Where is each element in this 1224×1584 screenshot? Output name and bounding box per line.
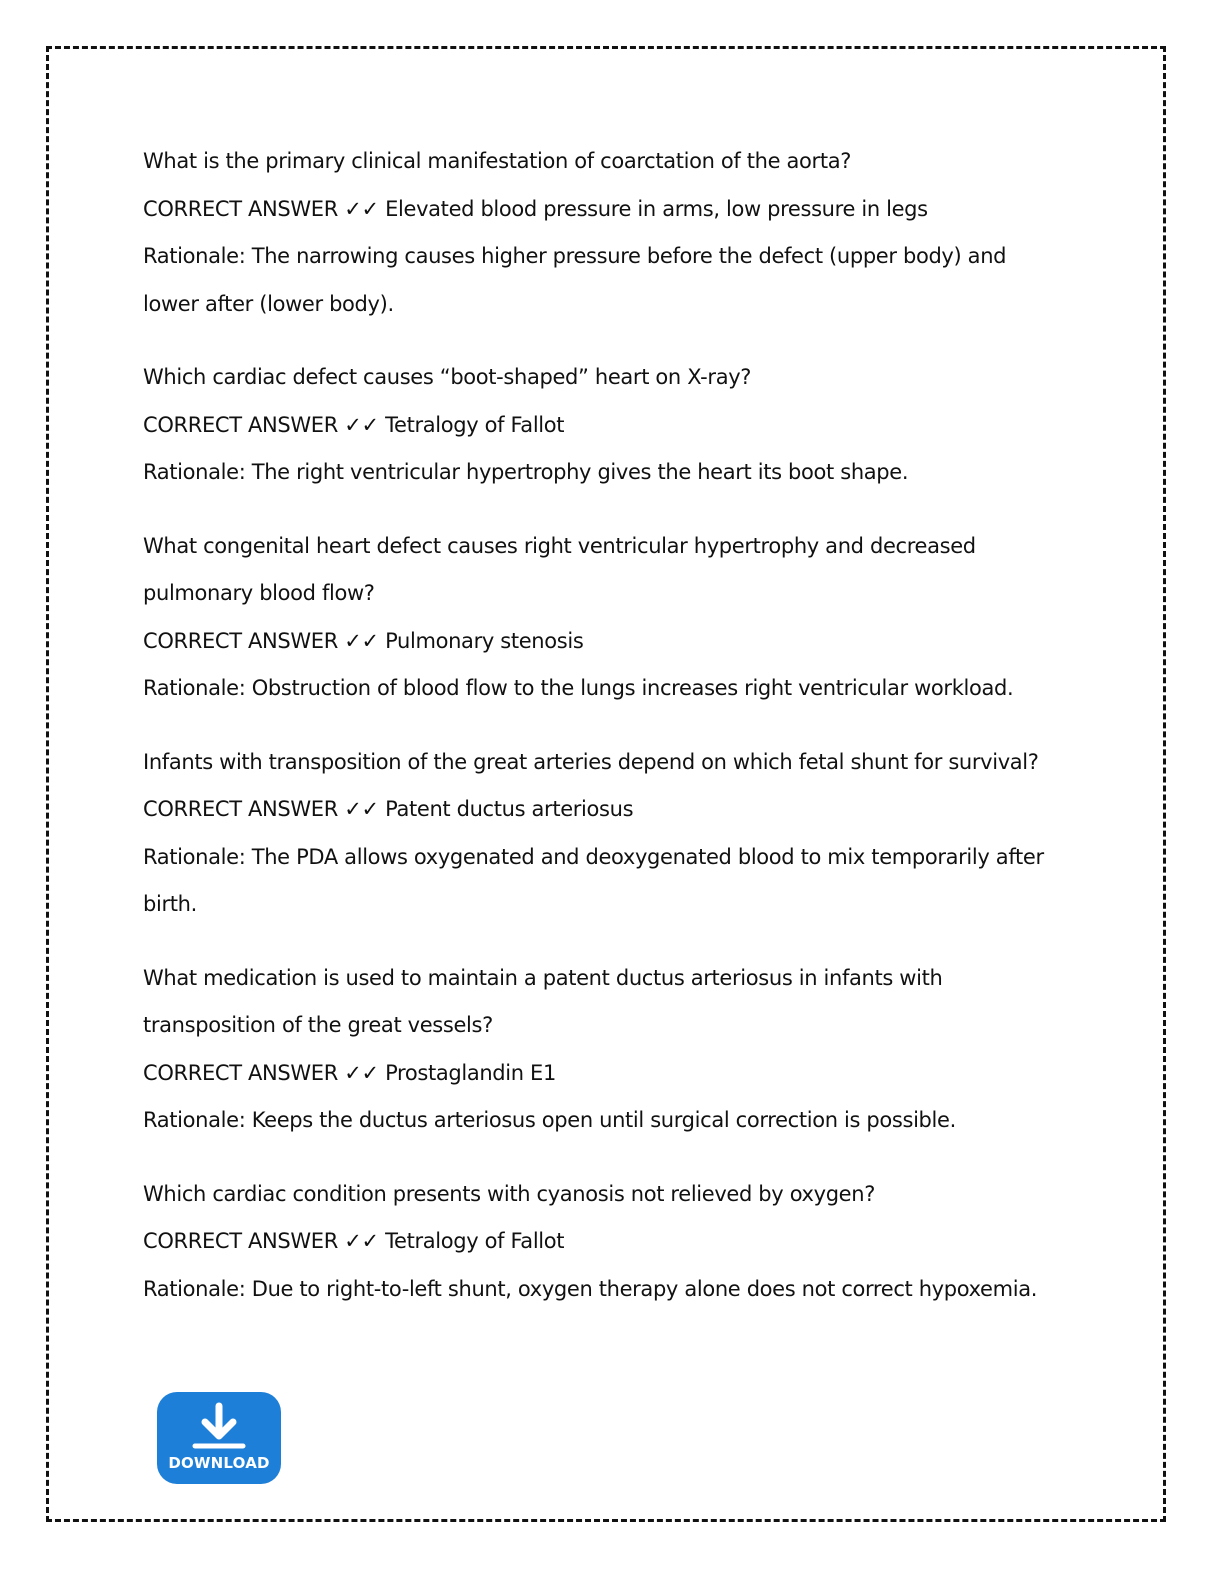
question-text: transposition of the great vessels? [143,1013,493,1037]
check-mark-icon: ✓✓ [344,1229,379,1253]
question-text: Which cardiac condition presents with cyanosis not relieved by oxygen? [143,1181,876,1206]
answer-label: CORRECT ANSWER [143,1060,338,1085]
answer-text: Elevated blood pressure in arms, low pressure in legs [385,196,928,221]
download-button[interactable] [157,1392,281,1484]
question-text: What is the primary clinical manifestation of coarctation of the aorta? [143,149,852,173]
qa-item [143,138,1103,328]
answer-line [143,402,1103,450]
qa-item [143,739,1103,929]
answer-line [143,786,1103,834]
rationale-text: lower after (lower body). [143,291,394,316]
answer-label: CORRECT ANSWER [143,196,338,221]
rationale-text: Rationale: Obstruction of blood flow to the lungs increases right ventricular workload. [143,676,1014,700]
qa-item [143,523,1103,713]
answer-line [143,186,1103,234]
document-content [143,138,1103,1339]
answer-text: Patent ductus arteriosus [385,797,634,821]
question-text: What medication is used to maintain a patent ductus arteriosus in infants with [143,965,943,990]
rationale-text: Rationale: The right ventricular hypertrophy gives the heart its boot shape. [143,460,909,484]
answer-line [143,1050,1103,1098]
rationale-text: Rationale: The PDA allows oxygenated and deoxygenated blood to mix temporarily after [143,844,1044,869]
check-mark-icon: ✓✓ [344,196,379,221]
rationale-text: Rationale: Keeps the ductus arteriosus open until surgical correction is possible. [143,1108,956,1132]
answer-label: CORRECT ANSWER [143,797,338,821]
check-mark-icon: ✓✓ [344,797,379,821]
question-text: What congenital heart defect causes right ventricular hypertrophy and decreased [143,533,976,558]
check-mark-icon: ✓✓ [344,628,379,653]
check-mark-icon: ✓✓ [344,1060,379,1085]
qa-item [143,354,1103,497]
question-text: Which cardiac defect causes “boot-shaped” heart on X-ray? [143,365,752,389]
answer-label: CORRECT ANSWER [143,628,338,653]
download-arrow-icon [189,1402,249,1452]
rationale-text: Rationale: The narrowing causes higher pressure before the defect (upper body) and [143,244,1007,268]
qa-item [143,955,1103,1145]
answer-line [143,1218,1103,1266]
answer-text: Prostaglandin E1 [385,1060,556,1085]
check-mark-icon: ✓✓ [344,412,379,437]
answer-line [143,618,1103,666]
answer-label: CORRECT ANSWER [143,412,338,437]
answer-text: Pulmonary stenosis [385,628,584,653]
rationale-text: Rationale: Due to right-to-left shunt, oxygen therapy alone does not correct hypoxemia. [143,1276,1038,1301]
answer-label: CORRECT ANSWER [143,1229,338,1253]
qa-item [143,1171,1103,1314]
download-label: DOWNLOAD [168,1454,270,1472]
rationale-text: birth. [143,892,197,916]
answer-text: Tetralogy of Fallot [385,412,565,437]
question-text: Infants with transposition of the great arteries depend on which fetal shunt for survival? [143,749,1039,774]
answer-text: Tetralogy of Fallot [385,1229,565,1253]
question-text: pulmonary blood flow? [143,581,375,605]
